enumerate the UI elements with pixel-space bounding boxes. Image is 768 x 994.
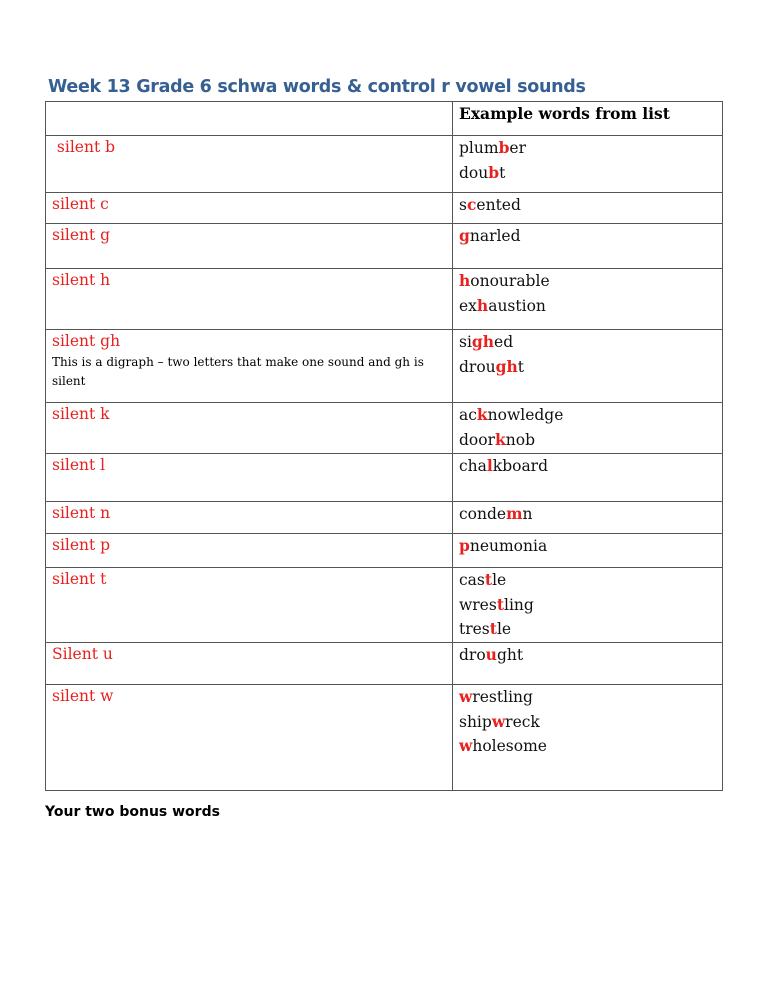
example-word: drought	[459, 645, 524, 664]
silent-letter-label: silent h	[52, 271, 111, 289]
example-word: wrestling	[459, 594, 534, 614]
example-word: drought	[459, 356, 524, 376]
example-word: honourable	[459, 271, 550, 290]
silent-letter-label: silent t	[52, 570, 107, 588]
table-row	[46, 330, 723, 403]
silent-letter-cell	[46, 685, 453, 791]
example-words-cell	[453, 269, 723, 330]
silent-letter-highlight: k	[476, 405, 488, 424]
silent-letter-highlight: w	[459, 687, 473, 706]
header-cell-examples: Example words from list	[453, 102, 723, 136]
silent-letter-highlight: m	[506, 504, 523, 523]
silent-letter-highlight: w	[491, 711, 506, 731]
silent-letter-highlight: t	[484, 570, 493, 589]
silent-letter-label: silent g	[52, 226, 111, 244]
table-row	[46, 136, 723, 193]
example-word: chalkboard	[459, 456, 549, 475]
silent-letter-cell	[46, 403, 453, 454]
silent-letter-label: silent b	[52, 138, 116, 156]
header-cell-empty	[46, 102, 453, 136]
bonus-words-label: Your two bonus words	[45, 804, 220, 820]
example-words-cell	[453, 330, 723, 403]
example-word: trestle	[459, 619, 512, 638]
silent-letter-cell	[46, 643, 453, 685]
example-word: wrestling	[459, 687, 533, 706]
silent-letter-highlight: t	[489, 619, 497, 638]
table-row	[46, 685, 723, 791]
silent-letter-cell	[46, 224, 453, 269]
example-word: condemn	[459, 504, 533, 523]
table-row	[46, 534, 723, 568]
silent-letter-label: silent l	[52, 456, 106, 474]
silent-letter-highlight: w	[459, 736, 473, 755]
table-row	[46, 193, 723, 224]
silent-letter-highlight: p	[459, 536, 470, 555]
example-words-cell	[453, 534, 723, 568]
page-title: Week 13 Grade 6 schwa words & control r vowel sounds	[48, 77, 586, 97]
silent-letter-label: silent gh	[52, 332, 121, 350]
example-word: pneumonia	[459, 536, 548, 555]
example-word: shipwreck	[459, 711, 540, 731]
example-words-cell	[453, 643, 723, 685]
silent-letter-label: Silent u	[52, 645, 113, 663]
silent-letter-highlight: h	[459, 271, 471, 290]
silent-letter-label: silent c	[52, 195, 109, 213]
silent-letter-cell	[46, 502, 453, 534]
table-row	[46, 403, 723, 454]
example-word: plumber	[459, 138, 526, 157]
table-row	[46, 224, 723, 269]
silent-letter-label: silent p	[52, 536, 111, 554]
silent-letter-highlight: gh	[471, 332, 495, 351]
table-header-row	[46, 102, 723, 136]
example-word: doubt	[459, 162, 506, 182]
silent-letter-highlight: h	[476, 295, 489, 315]
silent-letter-cell	[46, 568, 453, 643]
silent-letter-cell	[46, 193, 453, 224]
example-words-cell	[453, 568, 723, 643]
example-word: doorknob	[459, 429, 535, 449]
silent-letter-label: silent w	[52, 687, 114, 705]
example-word: exhaustion	[459, 295, 546, 315]
silent-letter-cell	[46, 269, 453, 330]
example-words-cell	[453, 136, 723, 193]
example-words-cell	[453, 403, 723, 454]
example-word: acknowledge	[459, 405, 564, 424]
example-words-cell	[453, 502, 723, 534]
silent-letter-highlight: b	[498, 138, 510, 157]
table-row	[46, 568, 723, 643]
table-row	[46, 454, 723, 502]
table-row	[46, 502, 723, 534]
example-words-cell	[453, 454, 723, 502]
table-row	[46, 643, 723, 685]
example-word: gnarled	[459, 226, 521, 245]
example-word: sighed	[459, 332, 514, 351]
silent-letter-highlight: g	[459, 226, 470, 245]
silent-letter-label: silent n	[52, 504, 111, 522]
silent-letter-highlight: c	[466, 195, 477, 214]
table-row	[46, 269, 723, 330]
silent-letter-highlight: k	[495, 429, 506, 449]
example-words-cell	[453, 685, 723, 791]
silent-letter-highlight: l	[486, 456, 493, 475]
example-word: scented	[459, 195, 521, 214]
silent-letter-highlight: u	[485, 645, 497, 664]
silent-letter-highlight: t	[496, 594, 504, 614]
example-words-cell	[453, 224, 723, 269]
silent-letter-cell	[46, 330, 453, 403]
silent-letter-cell	[46, 534, 453, 568]
silent-letters-table	[45, 101, 723, 791]
digraph-note: This is a digraph – two letters that make one sound and gh is silent	[52, 354, 424, 388]
example-word: castle	[459, 570, 507, 589]
example-words-cell	[453, 193, 723, 224]
silent-letter-cell	[46, 136, 453, 193]
silent-letter-cell	[46, 454, 453, 502]
silent-letter-highlight: gh	[495, 356, 518, 376]
silent-letter-highlight: b	[488, 162, 500, 182]
silent-letter-label: silent k	[52, 405, 110, 423]
example-word: wholesome	[459, 736, 547, 755]
